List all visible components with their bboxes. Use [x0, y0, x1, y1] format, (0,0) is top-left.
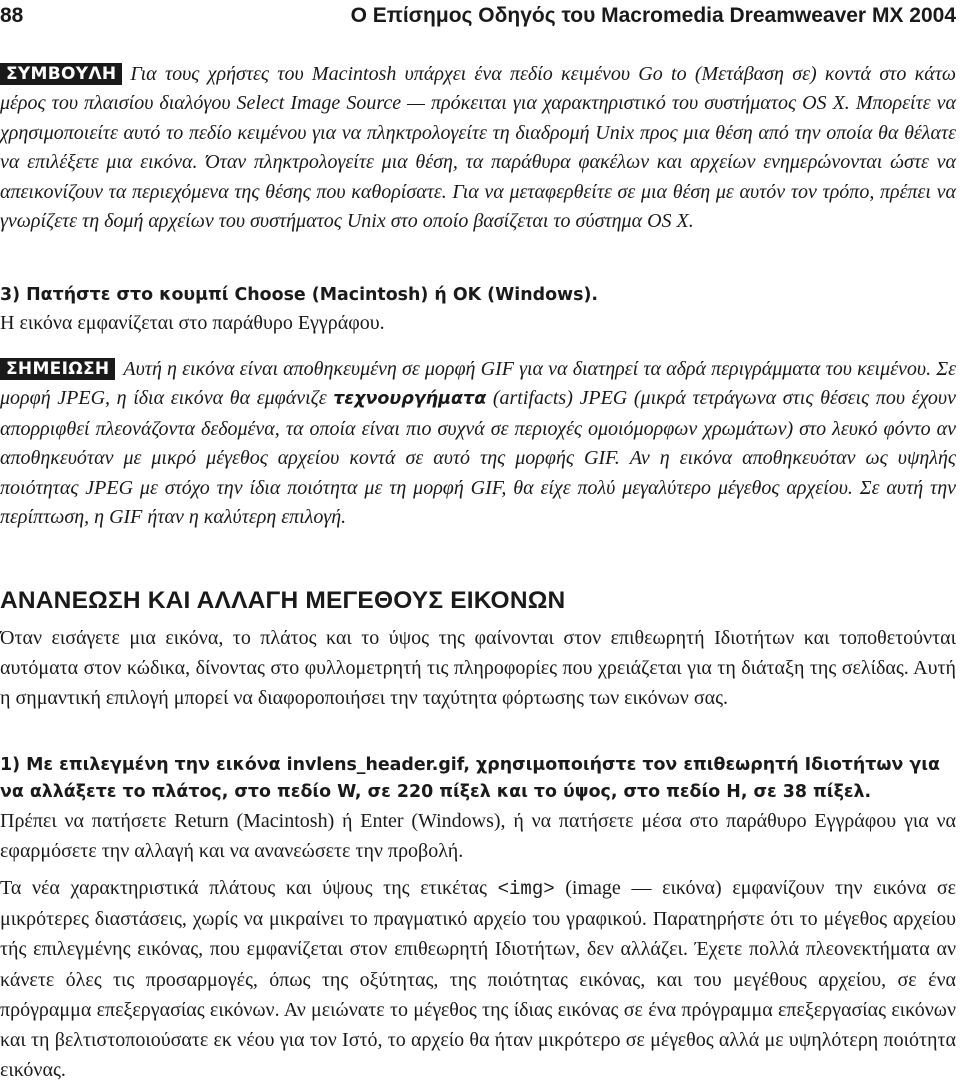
page-number: 88	[0, 4, 24, 27]
tip-box	[0, 60, 956, 236]
img-tag-code: <img>	[497, 878, 555, 900]
note-label: ΣΗΜΕΙΩΣΗ	[0, 358, 115, 380]
step-1-instruction: 1) Με επιλεγμένη την εικόνα invlens_header.gif, χρησιμοποιήστε τον επιθεωρητή Ιδιοτήτων για να αλλάξετε το πλάτος, στο πεδίο W, σε 220 πίξελ και το ύψος, στο πεδίο H, σε 38 πίξελ.	[0, 755, 940, 802]
closing-text-before: Τα νέα χαρακτηριστικά πλάτους και ύψους της ετικέτας	[0, 877, 498, 899]
tip-label: ΣΥΜΒΟΥΛΗ	[0, 63, 122, 85]
step-3-instruction: 3) Πατήστε στο κουμπί Choose (Macintosh) ή OK (Windows).	[0, 285, 598, 305]
note-text-after: (artifacts) JPEG (μικρά τετράγωνα στις θέσεις που έχουν απορριφθεί πλεονάζοντα δεδομένα, τα οποία είναι πιο συχνά σε περιοχές ομοιόμορφων χρωμάτων) στο λευκό φόντο αν αποθηκευόταν με μικρό μέγεθος αρχείου κοντά σε αυτό της μορφής GIF. Αν η εικόνα αποθηκευόταν ως υψηλής ποιότητας JPEG με στόχο την ίδια ποιότητα με τη μορφή GIF, θα είχε πολύ μεγαλύτερο μέγεθος αρχείου. Σε αυτή την περίπτωση, η GIF ήταν η καλύτερη επιλογή.	[0, 387, 956, 529]
step-1	[0, 752, 956, 866]
tip-text: Για τους χρήστες του Macintosh υπάρχει ένα πεδίο κειμένου Go to (Μετάβαση σε) κοντά στο κάτω μέρος του πλαισίου διαλόγου Select Image Source — πρόκειται για χαρακτηριστικό του συστήματος OS X. Μπορείτε να χρησιμοποιείτε αυτό το πεδίο κειμένου για να πληκτρολογείτε τη διαδρομή Unix προς μια θέση από την οποία θα θέλατε να επιλέξετε μια εικόνα. Όταν πληκτρολογείτε μια θέση, τα παράθυρα φακέλων και αρχείων ενημερώνονται ώστε να απεικονίζουν τα περιεχόμενα της θέσης που καθορίσατε. Για να μεταφερθείτε σε μια θέση με αυτόν τον τρόπο, πρέπει να γνωρίζετε τη δομή αρχείων του συστήματος Unix στο οποίο βασίζεται το σύστημα OS X.	[0, 63, 956, 233]
closing-text-after: (image — εικόνα) εμφανίζουν την εικόνα σε μικρότερες διαστάσεις, χωρίς να μικραίνει το πραγματικό αρχείο του γραφικού. Παρατηρήστε ότι το μέγεθος αρχείου τής επιλεγμένης εικόνας, που εμφανίζεται στον επιθεωρητή Ιδιοτήτων, δεν αλλάζει. Έχετε πολλά πλεονεκτήματα αν κάνετε όλες τις προσαρμογές, όπως της οξύτητας, της ποιότητας εικόνας, και του μεγέθους αρχείου, σε ένα πρόγραμμα επεξεργασίας εικόνων. Αν μειώνατε το μέγεθος της ίδιας εικόνας σε ένα πρόγραμμα επεξεργασίας εικόνων και τη βελτιστοποιούσατε εκ νέου για τον Ιστό, το αρχείο θα ήταν μικρότερο σε μέγεθος αλλά με υψηλότερη ποιότητα εικόνας.	[0, 877, 956, 1082]
section-heading: ΑΝΑΝΕΩΣΗ ΚΑΙ ΑΛΛΑΓΗ ΜΕΓΕΘΟΥΣ ΕΙΚΟΝΩΝ	[0, 587, 566, 614]
page-header	[0, 0, 960, 36]
note-text-before: Αυτή η εικόνα είναι αποθηκευμένη σε μορφή GIF για να διατηρεί τα αδρά περιγράμματα του κειμένου. Σε μορφή JPEG, η ίδια εικόνα θα εμφάνιζε	[0, 358, 956, 410]
book-title: Ο Επίσημος Οδηγός του Macromedia Dreamweaver MX 2004	[350, 4, 956, 27]
step-3	[0, 282, 956, 338]
note-keyword: τεχνουργήματα	[333, 389, 487, 410]
closing-paragraph	[0, 873, 956, 1085]
note-box	[0, 355, 956, 532]
section-intro: Όταν εισάγετε μια εικόνα, το πλάτος και το ύψος της φαίνονται στον επιθεωρητή Ιδιοτήτων και τοποθετούνται αυτόματα στον κώδικα, δίνοντας στο φυλλομετρητή τις πληροφορίες που χρειάζεται για τη διάταξη της σελίδας. Αυτή η σημαντική επιλογή μπορεί να διαφοροποιήσει την ταχύτητα φόρτωσης των εικόνων σας.	[0, 627, 956, 710]
step-3-result: Η εικόνα εμφανίζεται στο παράθυρο Εγγράφου.	[0, 312, 385, 334]
step-1-result: Πρέπει να πατήσετε Return (Macintosh) ή Enter (Windows), ή να πατήσετε μέσα στο παράθυρο Εγγράφου για να εφαρμόσετε την αλλαγή και να ανανεώσετε την προβολή.	[0, 810, 956, 863]
